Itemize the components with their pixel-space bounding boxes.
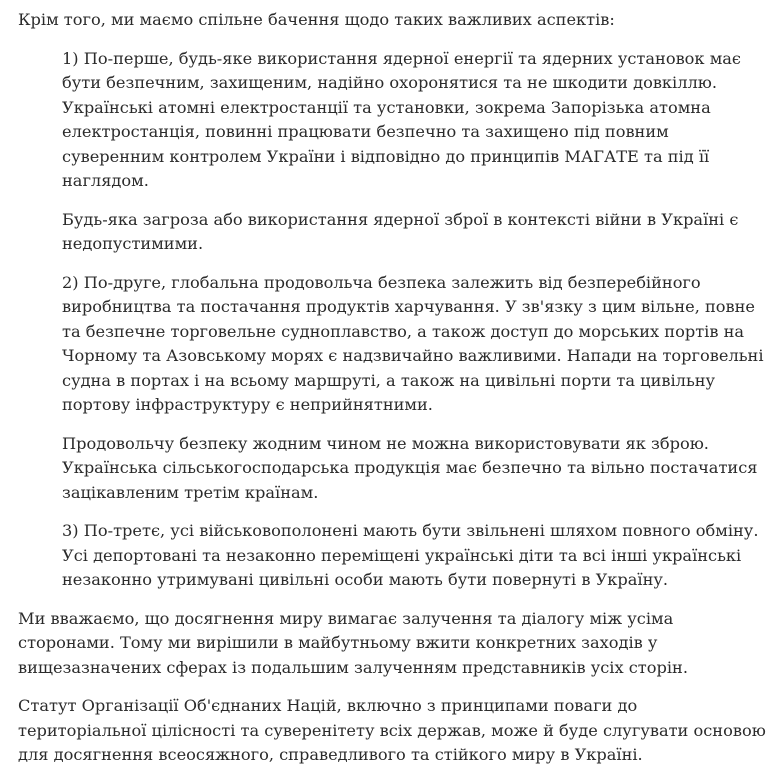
point-3-paragraph: 3) По-третє, усі військовополонені мають бути звільнені шляхом повного обміну. Усі депортовані та незаконно переміщені українські діти та всі інші українські незаконно утримувані цивільні особи мають бути повернуті в Україну. (62, 521, 759, 589)
intro-paragraph: Крім того, ми маємо спільне бачення щодо таких важливих аспектів: (18, 10, 615, 29)
point-2-paragraph: 2) По-друге, глобальна продовольча безпека залежить від безперебійного виробництва та постачання продуктів харчування. У зв'язку з цим вільне, повне та безпечне торговельне судноплавство, а також доступ до морських портів на Чорному та Азовському морях є надзвичайно важливими. Напади на торговельні судна в портах і на всьому маршруті, а також на цивільні порти та цивільну портову інфраструктуру є неприйнятними. (62, 272, 764, 414)
point-1-paragraph: 1) По-перше, будь-яке використання ядерної енергії та ядерних установок має бути безпечним, захищеним, надійно охоронятися та не шкодити довкіллю. Українські атомні електростанції та установки, зокрема Запорізька атомна електростанція, повинні працювати безпечно та захищено під повним суверенним контролем України і відповідно до принципів МАГАТЕ та під її наглядом. (62, 48, 741, 190)
dialogue-paragraph: Ми вважаємо, що досягнення миру вимагає залучення та діалогу між усіма сторонами. Тому ми вирішили в майбутньому вжити конкретних заходів у вищезазначених сферах із подальшим залученням представників усіх сторін. (18, 608, 688, 677)
point-1-extra-paragraph: Будь-яка загроза або використання ядерної зброї в контексті війни в Україні є недопустимими. (62, 209, 739, 253)
un-charter-paragraph: Статут Організації Об'єднаних Націй, включно з принципами поваги до територіальної цілісності та суверенітету всіх держав, може й буде слугувати основою для досягнення всеосяжного, справедливого та стійкого миру в Україні. (18, 696, 766, 764)
point-2-extra-paragraph: Продовольчу безпеку жодним чином не можна використовувати як зброю. Українська сільськогосподарська продукція має безпечно та вільно постачатися зацікавленим третім країнам. (62, 433, 758, 502)
